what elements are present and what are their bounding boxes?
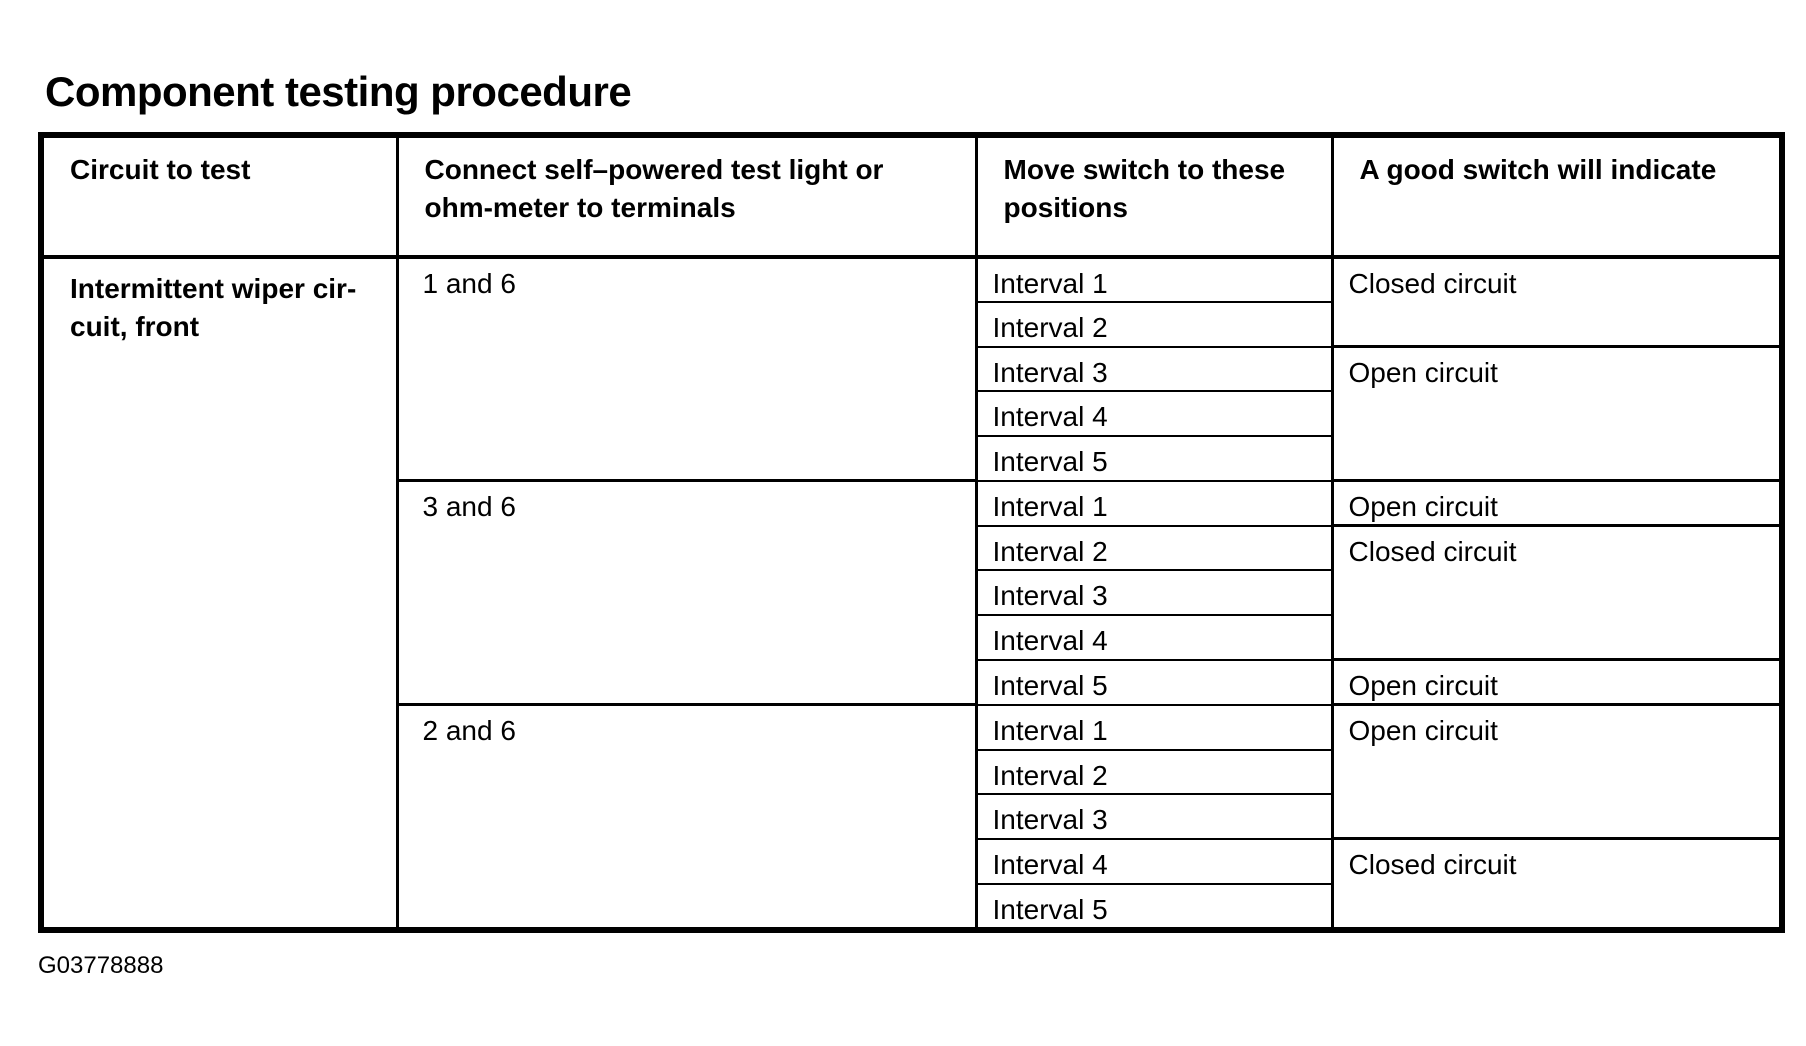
position-cell: Interval 2 [976, 750, 1332, 795]
circuit-cell: Intermittent wiper cir-cuit, front [41, 257, 397, 930]
position-cell: Interval 2 [976, 302, 1332, 347]
position-cell: Interval 4 [976, 391, 1332, 436]
table-row [41, 257, 1782, 302]
position-cell: Interval 1 [976, 257, 1332, 302]
terminals-cell: 3 and 6 [397, 481, 976, 705]
position-cell: Interval 3 [976, 794, 1332, 839]
position-cell: Interval 5 [976, 660, 1332, 705]
position-cell: Interval 4 [976, 615, 1332, 660]
position-cell: Interval 4 [976, 839, 1332, 884]
position-cell: Interval 3 [976, 570, 1332, 615]
terminals-cell: 1 and 6 [397, 257, 976, 481]
result-cell: Closed circuit [1332, 257, 1782, 347]
position-cell: Interval 1 [976, 705, 1332, 750]
column-header-positions: Move switch to these positions [976, 135, 1332, 257]
result-cell: Open circuit [1332, 481, 1782, 526]
position-cell: Interval 5 [976, 884, 1332, 930]
result-cell: Open circuit [1332, 660, 1782, 705]
result-cell: Closed circuit [1332, 526, 1782, 660]
position-cell: Interval 2 [976, 526, 1332, 571]
table-body [41, 257, 1782, 930]
position-cell: Interval 5 [976, 436, 1332, 481]
component-testing-table [38, 132, 1785, 933]
column-header-indication: A good switch will indicate [1332, 135, 1782, 257]
column-header-circuit: Circuit to test [41, 135, 397, 257]
terminals-cell: 2 and 6 [397, 705, 976, 930]
position-cell: Interval 1 [976, 481, 1332, 526]
result-cell: Open circuit [1332, 347, 1782, 481]
page-title: Component testing procedure [45, 68, 632, 115]
result-cell: Open circuit [1332, 705, 1782, 839]
result-cell: Closed circuit [1332, 839, 1782, 930]
column-header-terminals: Connect self–powered test light or ohm-meter to terminals [397, 135, 976, 257]
position-cell: Interval 3 [976, 347, 1332, 392]
table-header-row [41, 135, 1782, 257]
figure-code: G03778888 [38, 952, 164, 979]
